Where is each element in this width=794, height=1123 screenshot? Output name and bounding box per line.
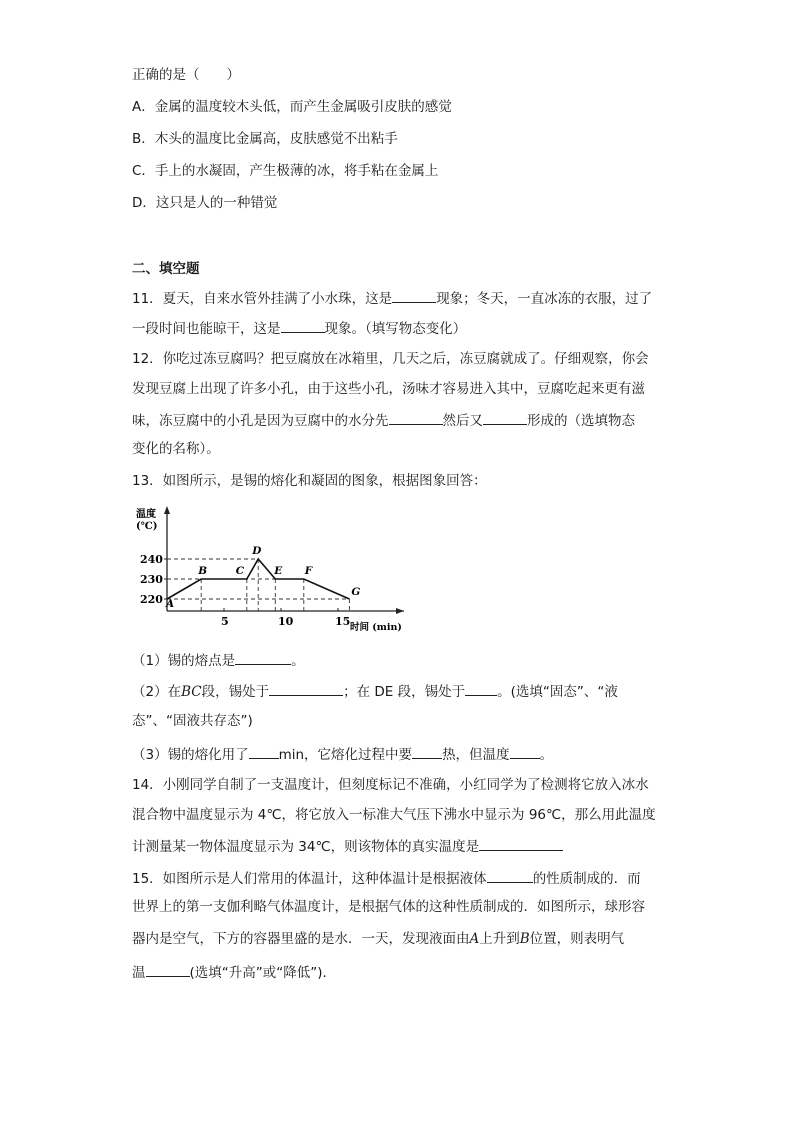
q13-sub3-text-4: 。 <box>539 747 554 763</box>
q13-blank-de-state[interactable] <box>465 681 497 696</box>
y-axis-unit: (℃) <box>136 521 158 532</box>
q13-blank-melting-point[interactable] <box>235 650 291 665</box>
q13-sub-1 <box>132 650 305 670</box>
q15-point-b: B <box>519 931 530 947</box>
y-tick-label: 240 <box>140 553 163 566</box>
q15-line-3 <box>132 930 624 948</box>
q13-sub2-text-3: ；在 DE 段，锡处于 <box>343 684 466 700</box>
q15-text-3: 器内是空气，下方的容器里盛的是水．一天，发现液面由 <box>132 931 470 947</box>
q12-line-1: 12．你吃过冻豆腐吗？把豆腐放在冰箱里，几天之后，冻豆腐就成了。仔细观察，你会 <box>132 351 649 367</box>
q11-text-4: 现象。（填写物态变化） <box>324 321 467 337</box>
q13-blank-duration[interactable] <box>249 744 279 759</box>
q11-text-3: 一段时间也能晾干，这是 <box>132 321 281 337</box>
q14-blank[interactable] <box>479 836 563 851</box>
q12-line-3 <box>132 410 635 430</box>
q14-line-2: 混合物中温度显示为 4℃，将它放入一标准大气压下沸水中显示为 96℃，那么用此温度 <box>132 807 656 823</box>
q15-text-5: 位置，则表明气 <box>529 931 625 947</box>
q13-sub2-text-1: （2）在 <box>132 684 182 700</box>
q14-text: 计测量某一物体温度显示为 34℃，则该物体的真实温度是 <box>132 839 480 855</box>
q12-blank-1[interactable] <box>389 410 443 425</box>
q14-line-3 <box>132 836 563 856</box>
point-label-g: G <box>351 586 361 598</box>
q15-text-2: 的性质制成的．而 <box>532 871 641 887</box>
q13-sub1-end: 。 <box>291 653 305 669</box>
q15-line-4 <box>132 962 336 982</box>
q11-text-1: 11．夏天，自来水管外挂满了小水珠，这是 <box>132 291 393 307</box>
q13-sub3-text-2: min，它熔化过程中要 <box>278 747 413 763</box>
x-tick-label: 10 <box>278 615 294 628</box>
q13-sub2-bc: BC <box>181 684 202 700</box>
q13-sub3-text-1: （3）锡的熔化用了 <box>132 747 249 763</box>
point-label-d: D <box>252 545 262 557</box>
q13-stem: 13．如图所示，是锡的熔化和凝固的图象，根据图象回答： <box>132 473 487 489</box>
q13-blank-bc-state[interactable] <box>269 681 343 696</box>
q12-blank-2[interactable] <box>483 410 527 425</box>
q13-sub-2 <box>132 681 618 701</box>
q14-line-1: 14．小刚同学自制了一支温度计，但刻度标记不准确，小红同学为了检测将它放入冰水 <box>132 777 649 793</box>
point-label-e: E <box>274 565 283 577</box>
q13-sub2-text-4: 。(选填“固态”、“液 <box>497 684 618 700</box>
x-axis-label: 时间 (min) <box>350 622 402 633</box>
q11-blank-1[interactable] <box>392 288 436 303</box>
q11-blank-2[interactable] <box>281 318 325 333</box>
q15-text-7: (选填“升高”或“降低”)． <box>189 965 337 981</box>
q10-stem: 正确的是（ ） <box>132 67 240 83</box>
q11-line-2 <box>132 318 466 338</box>
point-label-b: B <box>198 565 208 577</box>
q15-text-1: 15．如图所示是人们常用的体温计，这种体温计是根据液体 <box>132 871 487 887</box>
y-tick-label: 230 <box>140 573 163 586</box>
q13-sub1-text: （1）锡的熔点是 <box>132 653 236 669</box>
q12-text-2: 然后又 <box>442 413 483 429</box>
y-axis-arrow <box>164 506 170 514</box>
q15-point-a: A <box>469 931 480 947</box>
q15-blank-2[interactable] <box>146 962 190 977</box>
q12-text-3: 形成的（选填物态 <box>527 413 635 429</box>
q10-option-a: A．金属的温度较木头低，而产生金属吸引皮肤的感觉 <box>132 99 452 115</box>
q10-option-d: D．这只是人的一种错觉 <box>132 195 278 211</box>
q13-blank-heat[interactable] <box>412 744 442 759</box>
point-label-f: F <box>304 565 313 577</box>
y-tick-label: 220 <box>140 593 163 606</box>
q13-blank-temperature[interactable] <box>510 744 540 759</box>
q13-sub2-text-2: 段，锡处于 <box>201 684 270 700</box>
q13-sub-2-cont: 态”、“固液共存态”) <box>132 713 253 729</box>
q12-line-2: 发现豆腐上出现了许多小孔，由于这些小孔，汤味才容易进入其中，豆腐吃起来更有滋 <box>132 381 645 397</box>
q10-option-c: C．手上的水凝固，产生极薄的冰，将手粘在金属上 <box>132 163 439 179</box>
section-title: 二、填空题 <box>132 261 200 277</box>
q15-text-4: 上升到 <box>479 931 520 947</box>
y-axis-label: 温度 <box>136 509 156 520</box>
q15-line-2: 世界上的第一支伽利略气体温度计，是根据气体的这种性质制成的．如图所示，球形容 <box>132 899 645 915</box>
q13-sub3-text-3: 热，但温度 <box>442 747 510 763</box>
q15-text-6: 温 <box>132 965 146 981</box>
x-tick-label: 5 <box>221 615 229 628</box>
point-label-c: C <box>235 565 245 577</box>
q12-text-1: 味，冻豆腐中的小孔是因为豆腐中的水分先 <box>132 413 389 429</box>
q10-option-b: B．木头的温度比金属高，皮肤感觉不出粘手 <box>132 131 398 147</box>
q13-sub-3 <box>132 744 553 764</box>
q11-text-2: 现象；冬天，一直冰冻的衣服，过了 <box>436 291 653 307</box>
x-axis-arrow <box>396 608 404 614</box>
tin-melting-chart <box>136 505 410 635</box>
q15-line-1 <box>132 868 641 888</box>
x-tick-label: 15 <box>335 615 351 628</box>
point-label-a: A <box>166 598 175 610</box>
q12-line-4: 变化的名称）。 <box>132 441 220 457</box>
q15-blank-1[interactable] <box>487 868 533 883</box>
q11-line-1 <box>132 288 652 308</box>
